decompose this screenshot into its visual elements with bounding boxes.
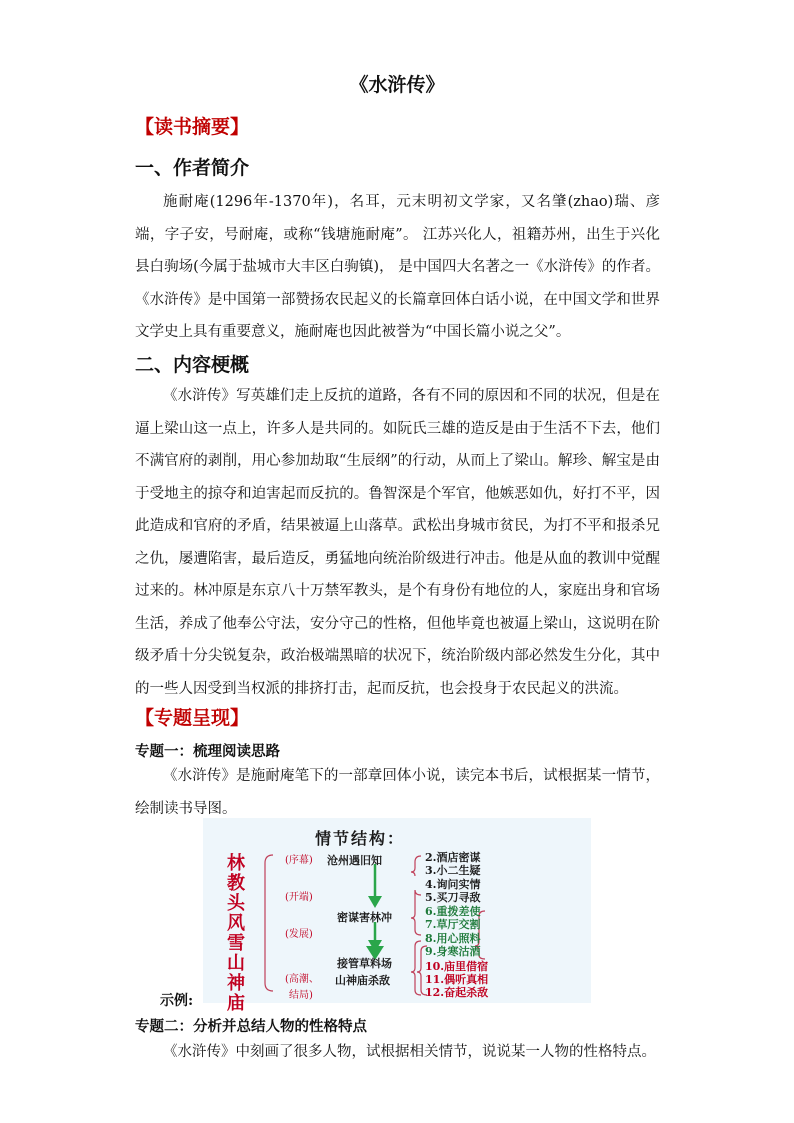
stage-label: (发展) bbox=[285, 929, 313, 940]
diagram-connectors bbox=[203, 818, 591, 1003]
heading-author: 一、作者简介 bbox=[135, 157, 250, 179]
event-label: 接管草料场 bbox=[337, 957, 392, 970]
section-heading-reading-summary: 【读书摘要】 bbox=[135, 116, 250, 138]
plot-item: 10.庙里借宿 bbox=[425, 960, 489, 973]
plot-item: 3.小二生疑 bbox=[425, 864, 481, 877]
content-paragraph: 《水浒传》写英雄们走上反抗的道路，各有不同的原因和不同的状况，但是在逼上梁山这一点上，许多人是共同的。如阮氏三雄的造反是由于生活不下去，他们不满官府的剥削，用心参加劫取“生辰纲”的行动，从而上了梁山。解珍、解宝是由于受地主的掠夺和迫害起而反抗的。鲁智深是个军官，他嫉恶如仇，好打不平，因此造成和官府的矛盾，结果被逼上山落草。武松出身城市贫民，为打不平和报杀兄之仇，屡遭陷害，最后造反，勇猛地向统治阶级进行冲击。他是从血的教训中觉醒过来的。林冲原是东京八十万禁军教头，是个有身份有地位的人，家庭出身和官场生活，养成了他奉公守法，安分守己的性格，但他毕竟也被逼上梁山，这说明在阶级矛盾十分尖锐复杂，政治极端黑暗的状况下，统治阶级内部必然发生分化，其中的一些人因受到当权派的排挤打击，起而反抗，也会投身于农民起义的洪流。 bbox=[135, 388, 660, 697]
event-label: 密谋害林冲 bbox=[337, 911, 392, 924]
stage-label: 结局) bbox=[289, 990, 313, 1001]
example-caption: 示例: bbox=[160, 993, 194, 1009]
plot-item: 4.询问实情 bbox=[425, 878, 481, 891]
vtitle-char: 山 bbox=[227, 953, 245, 974]
plot-item: 7.草厅交割 bbox=[425, 918, 481, 931]
brace bbox=[411, 941, 421, 995]
topic1-label: 专题一：梳理阅读思路 bbox=[135, 743, 280, 760]
event-label: 山神庙杀敌 bbox=[335, 974, 390, 987]
stage-label: (序幕) bbox=[285, 855, 313, 866]
vtitle-char: 头 bbox=[227, 893, 245, 914]
topic1-text: 《水浒传》是施耐庵笔下的一部章回体小说，读完本书后，试根据某一情节，绘制读书导图。 bbox=[135, 768, 660, 817]
vtitle-char: 庙 bbox=[227, 993, 245, 1014]
brace bbox=[411, 856, 421, 876]
stage-label: (高潮、 bbox=[285, 974, 319, 985]
vtitle-char: 风 bbox=[227, 913, 245, 934]
page-title: 《水浒传》 bbox=[349, 74, 445, 96]
left-bracket bbox=[265, 855, 273, 991]
topic2-text: 《水浒传》中刻画了很多人物，试根据相关情节，说说某一人物的性格特点。 bbox=[163, 1044, 656, 1060]
plot-structure-diagram bbox=[203, 818, 591, 1014]
plot-item: 9.身寒沽酒 bbox=[425, 945, 481, 958]
arrow-head bbox=[368, 896, 382, 908]
plot-item: 5.买刀寻敌 bbox=[425, 891, 481, 904]
plot-item: 8.用心照料 bbox=[425, 932, 481, 945]
brace bbox=[411, 890, 421, 935]
heading-content: 二、内容梗概 bbox=[135, 354, 250, 376]
vtitle-char: 林 bbox=[227, 853, 245, 874]
topic2-label: 专题二：分析并总结人物的性格特点 bbox=[135, 1018, 367, 1035]
diagram-header: 情节结构： bbox=[315, 829, 406, 848]
event-label: 沧州遇旧知 bbox=[327, 854, 382, 867]
plot-item: 2.酒店密谋 bbox=[425, 851, 481, 864]
vtitle-char: 神 bbox=[227, 973, 245, 994]
vtitle-char: 雪 bbox=[227, 933, 245, 954]
section-heading-topics: 【专题呈现】 bbox=[135, 707, 250, 729]
plot-item: 11.偶听真相 bbox=[425, 973, 489, 986]
vtitle-char: 教 bbox=[227, 873, 245, 894]
plot-item: 6.重拨差使 bbox=[425, 905, 481, 918]
plot-item: 12.奋起杀敌 bbox=[425, 986, 489, 999]
author-paragraph: 施耐庵(1296年-1370年)，名耳，元末明初文学家，又名肇(zhao)瑞、彦端，字子安，号耐庵，或称“钱塘施耐庵”。 江苏兴化人，祖籍苏州，出生于兴化县白驹场(今属于盐城市大丰区白驹镇)， 是中国四大名著之一《水浒传》的作者。《水浒传》是中国第一部赞扬农民起义的长篇章回体白话小说，在中国文学和世界文学史上具有重要意义，施耐庵也因此被誉为“中国长篇小说之父”。 bbox=[135, 194, 660, 340]
stage-label: (开端) bbox=[285, 892, 313, 903]
